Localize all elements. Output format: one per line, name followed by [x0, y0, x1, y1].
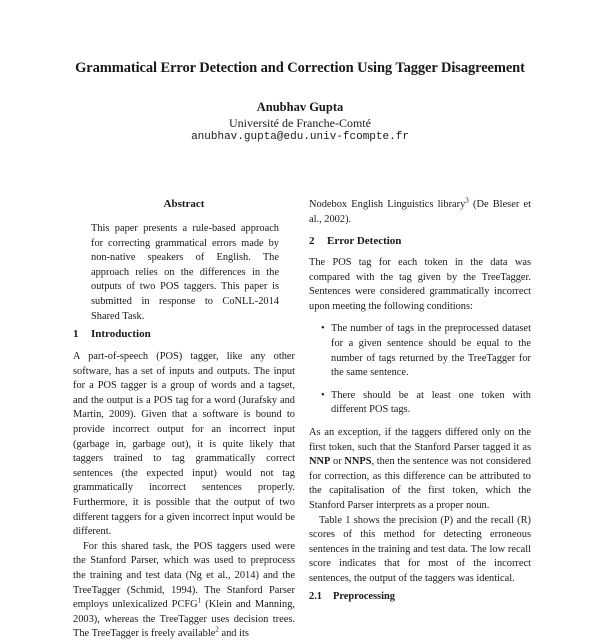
- section-heading-introduction: [73, 328, 151, 340]
- author-name: Anubhav Gupta: [256, 100, 344, 114]
- section-title: Error Detection: [327, 235, 402, 247]
- subsection-heading-preprocessing: [309, 591, 395, 602]
- paper-title: Grammatical Error Detection and Correction Using Tagger Disagreement: [75, 60, 525, 76]
- abstract-heading: Abstract: [163, 198, 205, 210]
- tag-nnp: NNP: [309, 456, 331, 468]
- tag-nnps: NNPS: [344, 456, 372, 468]
- error-detection-paragraph-1: The POS tag for each token in the data was compared with the tag given by the TreeTagger. Sentences were considered grammatically incorrect upon meeting the following conditions:: [309, 257, 531, 312]
- subsection-title: Preprocessing: [333, 591, 395, 602]
- section-number: 2: [309, 235, 315, 247]
- section-heading-error-detection: [309, 235, 401, 247]
- intro-paragraph-1: A part-of-speech (POS) tagger, like any other software, has a set of inputs and outputs. The input for a POS tagger is a group of words and a tagset, and the output is a POS tag for a word (Jurafsky and Martin, 2009). Given that a software is bound to provide incorrect output for an incorrect input (garbage in, garbage out), it is quite likely that taggers trained to tag grammatically correct sentences (the expected input) would not tag grammatically incorrect sentences properly. Furthermore, it is possible that the output of two different taggers for a given incorrect input would be different.: [73, 351, 295, 538]
- condition-text: There should be at least one token with different POS tags.: [331, 389, 531, 416]
- author-email: anubhav.gupta@edu.univ-fcompte.fr: [191, 131, 409, 143]
- section-number: 1: [73, 328, 79, 340]
- subsection-number: 2.1: [309, 591, 322, 602]
- bullet-icon: •: [321, 389, 325, 401]
- text-run: , then the sentence was not considered for correction, as this difference can be attributed to the capitalisation of the first token, which the Stanford Parser interprets as a proper noun.: [309, 456, 531, 511]
- list-item: [309, 389, 531, 418]
- footnote-marker: 2: [215, 625, 219, 634]
- intro-paragraph-2: [73, 540, 295, 642]
- section-title: Introduction: [91, 328, 151, 340]
- footnote-marker: 1: [197, 596, 202, 605]
- author-affiliation: Université de Franche-Comté: [229, 116, 371, 130]
- text-run: As an exception, if the taggers differed only on the first token, such that the Stanford Parser tagged it as: [309, 426, 531, 453]
- text-run: (Klein and Manning, 2003), whereas the TreeTagger uses decision trees. The TreeTagger is freely available: [73, 599, 295, 640]
- bullet-icon: •: [321, 323, 325, 335]
- text-run: or: [330, 456, 345, 468]
- text-run: For this shared task, the POS taggers used were the Stanford Parser, which was used to preprocess the training and test data (Ng et al., 2014) and the TreeTagger (Schmid, 1994). The Stanford Parser employs unlexicalized PCFG: [73, 540, 295, 611]
- condition-text: The number of tags in the preprocessed dataset for a given sentence should be equal to the number of tags returned by the TreeTagger for the same sentence.: [331, 323, 531, 379]
- error-detection-paragraph-3: Table 1 shows the precision (P) and the recall (R) scores of this method for detecting erroneous sentences in the training and test data. The low recall score indicates that for most of the incorrect sentences, the output of the taggers was identical.: [309, 514, 531, 584]
- error-detection-paragraph-2: [309, 426, 531, 514]
- text-run: Nodebox English Linguistics library: [309, 199, 466, 210]
- condition-list: [309, 322, 531, 418]
- right-column-body: [309, 256, 531, 586]
- right-column-top: [309, 198, 531, 227]
- left-column-body: [73, 350, 295, 642]
- continued-paragraph: [309, 198, 531, 227]
- text-run: (De Bleser et al., 2002).: [309, 199, 531, 225]
- footnote-marker: 3: [465, 196, 469, 205]
- list-item: [309, 322, 531, 380]
- text-run: and its: [218, 628, 249, 640]
- abstract-text: This paper presents a rule-based approach for correcting grammatical errors made by non-native speakers of English. The approach relies on the differences in the outputs of two POS taggers. This paper is submitted in response to CoNLL-2014 Shared Task.: [91, 223, 279, 322]
